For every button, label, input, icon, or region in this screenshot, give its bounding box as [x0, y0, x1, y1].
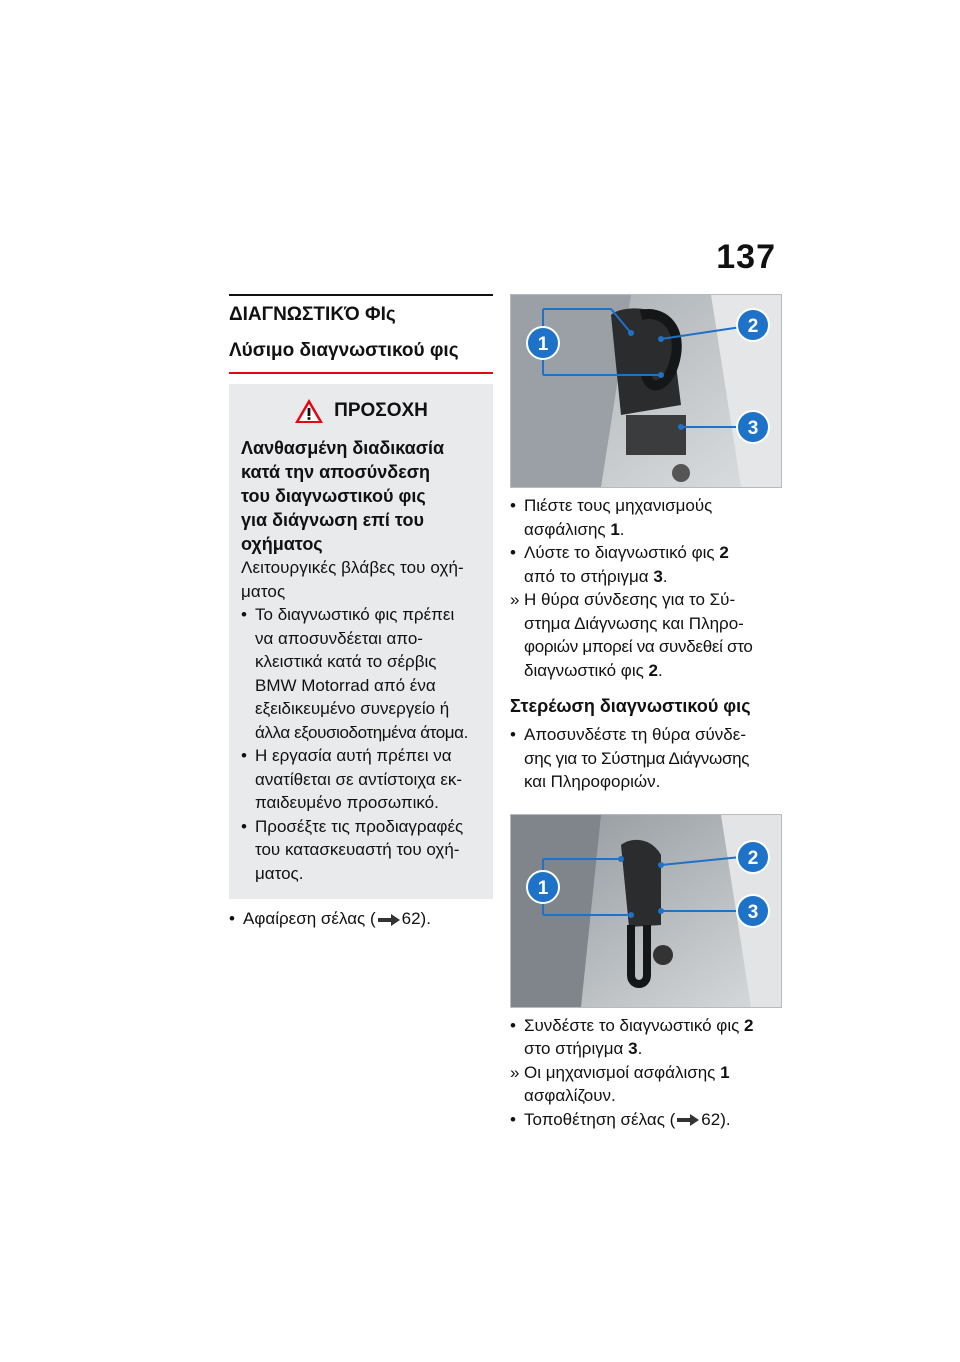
bullet-mark: • [241, 816, 247, 836]
step-press-locks [510, 494, 780, 541]
bullet-line: του κατασκευαστή του οχή- [255, 840, 460, 859]
section-heading-secure-plug: Στερέωση διαγνωστικού φις [510, 696, 751, 716]
step-line: Η θύρα σύνδεσης για το Σύ- [524, 590, 736, 609]
caution-title [241, 436, 481, 556]
caution-title-line: Λανθασμένη διαδικασία [241, 438, 445, 458]
step-line: και Πληροφοριών. [524, 772, 661, 791]
step-result-locked [510, 1061, 780, 1108]
step-text: Τοποθέτηση σέλας ( [524, 1109, 676, 1129]
step-text: Αφαίρεση σέλας ( [243, 909, 376, 928]
page-number: 137 [716, 238, 776, 276]
ref-number: 3 [653, 566, 663, 586]
figure-illustration [511, 815, 781, 1007]
bullet-line: εξειδικευμένο συνεργείο ή [255, 699, 450, 718]
caution-label: ΠΡΟΣΟΧΗ [334, 400, 428, 421]
punct: . [637, 1039, 643, 1058]
step-result-connect [510, 588, 780, 682]
bullet-mark: • [510, 1015, 516, 1035]
bullet-line: άλλα εξουσιοδοτημένα άτομα. [255, 722, 468, 742]
step-line: φοριών μπορεί να συνδεθεί στο [524, 637, 753, 656]
caution-text-line: Λειτουργικές βλάβες του οχή- [241, 558, 464, 577]
figure-release-plug [510, 294, 782, 488]
ref-number: 2 [744, 1015, 754, 1035]
step-line: σης για το Σύστημα Διάγνωσης [524, 748, 750, 768]
bullet-mark: • [241, 605, 247, 624]
figure-illustration [511, 295, 781, 487]
step-line: Οι μηχανισμοί ασφάλισης [524, 1062, 721, 1082]
callout-1-label: 1 [537, 334, 549, 355]
result-mark: » [510, 1062, 520, 1082]
step-line: Συνδέστε το διαγνωστικό φις [524, 1015, 745, 1035]
ref-number: 1 [720, 1062, 730, 1082]
page-ref-link[interactable]: 62 [401, 909, 421, 928]
page-ref-link[interactable]: 62 [701, 1109, 721, 1129]
left-column [229, 290, 493, 931]
bullet-line: BMW Motorrad από ένα [255, 675, 436, 695]
caution-title-line: οχήματος [241, 534, 323, 554]
callout-2-label: 2 [747, 316, 759, 337]
subsection-title: Λύσιμο διαγνωστικού φις [229, 334, 493, 374]
bullet-mark: • [241, 746, 247, 765]
bullet-line: ματος. [255, 863, 304, 883]
ref-number: 3 [628, 1039, 638, 1058]
caution-bullet [241, 815, 481, 886]
step-remove-seat [229, 907, 493, 931]
step-line: από το στήριγμα [524, 566, 654, 586]
step-line: Πιέστε τους μηχανισμούς [524, 496, 713, 515]
step-release-plug [510, 541, 780, 588]
bullet-line: παιδευμένο προσωπικό. [255, 793, 439, 812]
bullet-line: Προσέξτε τις προδιαγραφές [255, 816, 464, 836]
bullet-mark: • [510, 725, 516, 744]
bullet-mark: • [510, 543, 516, 562]
step-text-close: ). [720, 1109, 731, 1129]
caution-header [241, 398, 481, 424]
punct: . [662, 566, 668, 586]
bullet-line: κλειστικά κατά το σέρβις [255, 652, 437, 671]
caution-bullet [241, 603, 481, 744]
caution-title-line: για διάγνωση επί του [241, 510, 424, 530]
caution-bullet [241, 744, 481, 815]
bullet-mark: • [510, 1109, 516, 1129]
ref-number: 1 [610, 519, 620, 539]
bullet-mark: • [229, 909, 235, 928]
ref-number: 2 [648, 660, 658, 680]
caution-box [229, 384, 493, 899]
callout-1-label: 1 [537, 877, 549, 899]
step-line: Λύστε το διαγνωστικό φις [524, 543, 720, 562]
punct: . [657, 660, 663, 680]
step-line: στημα Διάγνωσης και Πληρο- [524, 613, 744, 633]
step-disconnect-port [510, 723, 780, 794]
punct: . [619, 519, 625, 539]
callout-3-label: 3 [747, 418, 759, 439]
callout-3-label: 3 [747, 901, 759, 923]
step-line: στο στήριγμα [524, 1039, 629, 1058]
caution-text-line: ματος [241, 581, 286, 601]
section-title: ΔΙΑΓΝΩΣΤΙΚΌ ΦΙς [229, 294, 493, 334]
figure-secure-plug [510, 814, 782, 1008]
caution-title-line: του διαγνωστικού φις [241, 486, 426, 506]
step-line: διαγνωστικό φις [524, 660, 649, 680]
warning-icon [294, 398, 324, 424]
bullet-line: να αποσυνδέεται απο- [255, 628, 423, 648]
bullet-line: Το διαγνωστικό φις πρέπει [255, 605, 455, 624]
page-ref-arrow-icon [677, 1114, 699, 1126]
ref-number: 2 [719, 543, 729, 562]
step-connect-plug [510, 1014, 780, 1061]
step-text-close: ). [420, 909, 431, 928]
callout-2-label: 2 [747, 847, 759, 869]
step-line: Αποσυνδέστε τη θύρα σύνδε- [524, 725, 746, 744]
step-line: ασφάλισης [524, 519, 611, 539]
page-ref-arrow-icon [378, 914, 400, 926]
step-line: ασφαλίζουν. [524, 1086, 616, 1105]
bullet-line: Η εργασία αυτή πρέπει να [255, 746, 452, 765]
right-column [510, 294, 780, 1131]
result-mark: » [510, 590, 520, 609]
caution-consequence [241, 556, 481, 603]
bullet-mark: • [510, 496, 516, 515]
bullet-line: ανατίθεται σε αντίστοιχα εκ- [255, 769, 463, 789]
caution-title-line: κατά την αποσύνδεση [241, 462, 431, 482]
step-install-seat [510, 1108, 780, 1132]
